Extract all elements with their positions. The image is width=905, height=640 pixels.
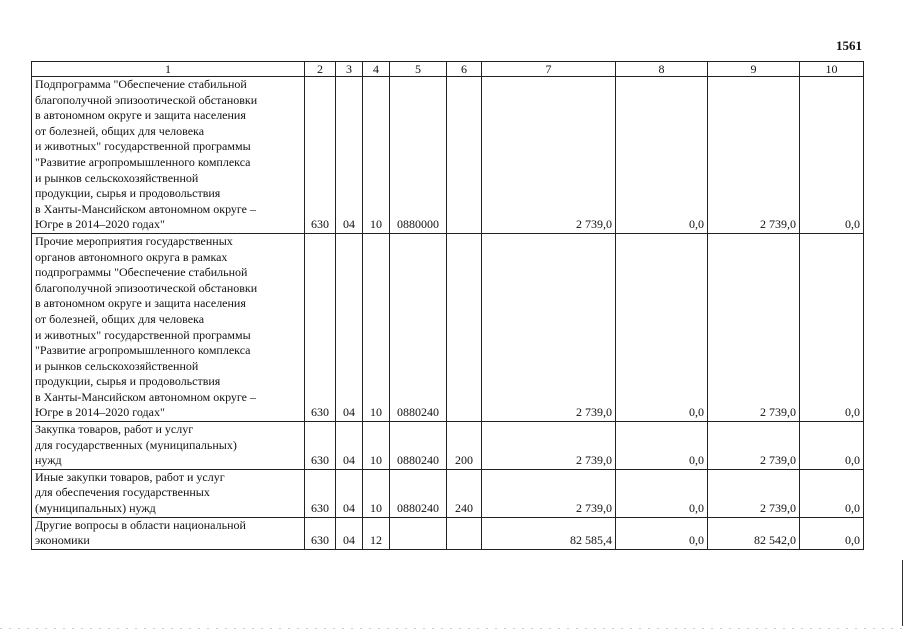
cell-amount-total: 2 739,0 xyxy=(482,422,616,470)
column-header: 6 xyxy=(447,62,482,77)
column-header: 9 xyxy=(708,62,800,77)
cell-target-article: 0880000 xyxy=(390,77,447,234)
row-name: Закупка товаров, работ и услуг для государственных (муниципальных) нужд xyxy=(32,422,305,470)
cell-amount-9: 82 542,0 xyxy=(708,517,800,549)
cell-section: 04 xyxy=(336,469,363,517)
table-row xyxy=(32,233,864,421)
cell-subsection: 10 xyxy=(363,469,390,517)
column-header: 1 xyxy=(32,62,305,77)
cell-ministry: 630 xyxy=(305,517,336,549)
table-row xyxy=(32,77,864,234)
column-header: 8 xyxy=(616,62,708,77)
column-header: 7 xyxy=(482,62,616,77)
cell-amount-8: 0,0 xyxy=(616,517,708,549)
column-header: 10 xyxy=(800,62,864,77)
cell-amount-total: 2 739,0 xyxy=(482,77,616,234)
cell-ministry: 630 xyxy=(305,77,336,234)
cell-ministry: 630 xyxy=(305,422,336,470)
budget-table xyxy=(31,61,864,550)
cell-amount-10: 0,0 xyxy=(800,517,864,549)
table-row xyxy=(32,422,864,470)
cell-amount-8: 0,0 xyxy=(616,469,708,517)
cell-expense-type xyxy=(447,233,482,421)
cell-amount-9: 2 739,0 xyxy=(708,422,800,470)
cell-amount-8: 0,0 xyxy=(616,233,708,421)
page-number: 1561 xyxy=(836,38,862,53)
cell-subsection: 10 xyxy=(363,77,390,234)
scan-noise-line xyxy=(0,628,905,629)
cell-section: 04 xyxy=(336,422,363,470)
cell-amount-10: 0,0 xyxy=(800,469,864,517)
column-header: 3 xyxy=(336,62,363,77)
cell-target-article xyxy=(390,517,447,549)
cell-subsection: 12 xyxy=(363,517,390,549)
cell-expense-type: 200 xyxy=(447,422,482,470)
column-header: 5 xyxy=(390,62,447,77)
cell-amount-total: 2 739,0 xyxy=(482,469,616,517)
row-name: Иные закупки товаров, работ и услуг для обеспечения государственных (муниципальных) нужд xyxy=(32,469,305,517)
column-header: 2 xyxy=(305,62,336,77)
cell-amount-8: 0,0 xyxy=(616,77,708,234)
cell-ministry: 630 xyxy=(305,469,336,517)
table-row xyxy=(32,469,864,517)
cell-amount-total: 2 739,0 xyxy=(482,233,616,421)
row-name: Прочие мероприятия государственных органов автономного округа в рамках подпрограммы "Обеспечение стабильной благополучной эпизоотической обстановки в автономном округе и защита населения от болезней, общих для человека и животных" государственной программы "Развитие агропромышленного комплекса и рынков сельскохозяйственной продукции, сырья и продовольствия в Ханты-Мансийском автономном округе – Югре в 2014–2020 годах" xyxy=(32,233,305,421)
cell-subsection: 10 xyxy=(363,233,390,421)
cell-target-article: 0880240 xyxy=(390,469,447,517)
cell-amount-9: 2 739,0 xyxy=(708,233,800,421)
cell-section: 04 xyxy=(336,77,363,234)
row-name: Другие вопросы в области национальной экономики xyxy=(32,517,305,549)
cell-amount-9: 2 739,0 xyxy=(708,77,800,234)
cell-amount-8: 0,0 xyxy=(616,422,708,470)
cell-section: 04 xyxy=(336,517,363,549)
cell-subsection: 10 xyxy=(363,422,390,470)
table-row xyxy=(32,517,864,549)
cell-amount-10: 0,0 xyxy=(800,77,864,234)
cell-section: 04 xyxy=(336,233,363,421)
cell-ministry: 630 xyxy=(305,233,336,421)
cell-amount-10: 0,0 xyxy=(800,422,864,470)
cell-amount-9: 2 739,0 xyxy=(708,469,800,517)
column-header: 4 xyxy=(363,62,390,77)
cell-target-article: 0880240 xyxy=(390,233,447,421)
cell-amount-total: 82 585,4 xyxy=(482,517,616,549)
cell-expense-type xyxy=(447,77,482,234)
scan-margin-line xyxy=(902,560,903,626)
cell-amount-10: 0,0 xyxy=(800,233,864,421)
row-name: Подпрограмма "Обеспечение стабильной благополучной эпизоотической обстановки в автономном округе и защита населения от болезней, общих для человека и животных" государственной программы "Развитие агропромышленного комплекса и рынков сельскохозяйственной продукции, сырья и продовольствия в Ханты-Мансийском автономном округе – Югре в 2014–2020 годах" xyxy=(32,77,305,234)
cell-expense-type xyxy=(447,517,482,549)
cell-expense-type: 240 xyxy=(447,469,482,517)
cell-target-article: 0880240 xyxy=(390,422,447,470)
table-header-row xyxy=(32,62,864,77)
